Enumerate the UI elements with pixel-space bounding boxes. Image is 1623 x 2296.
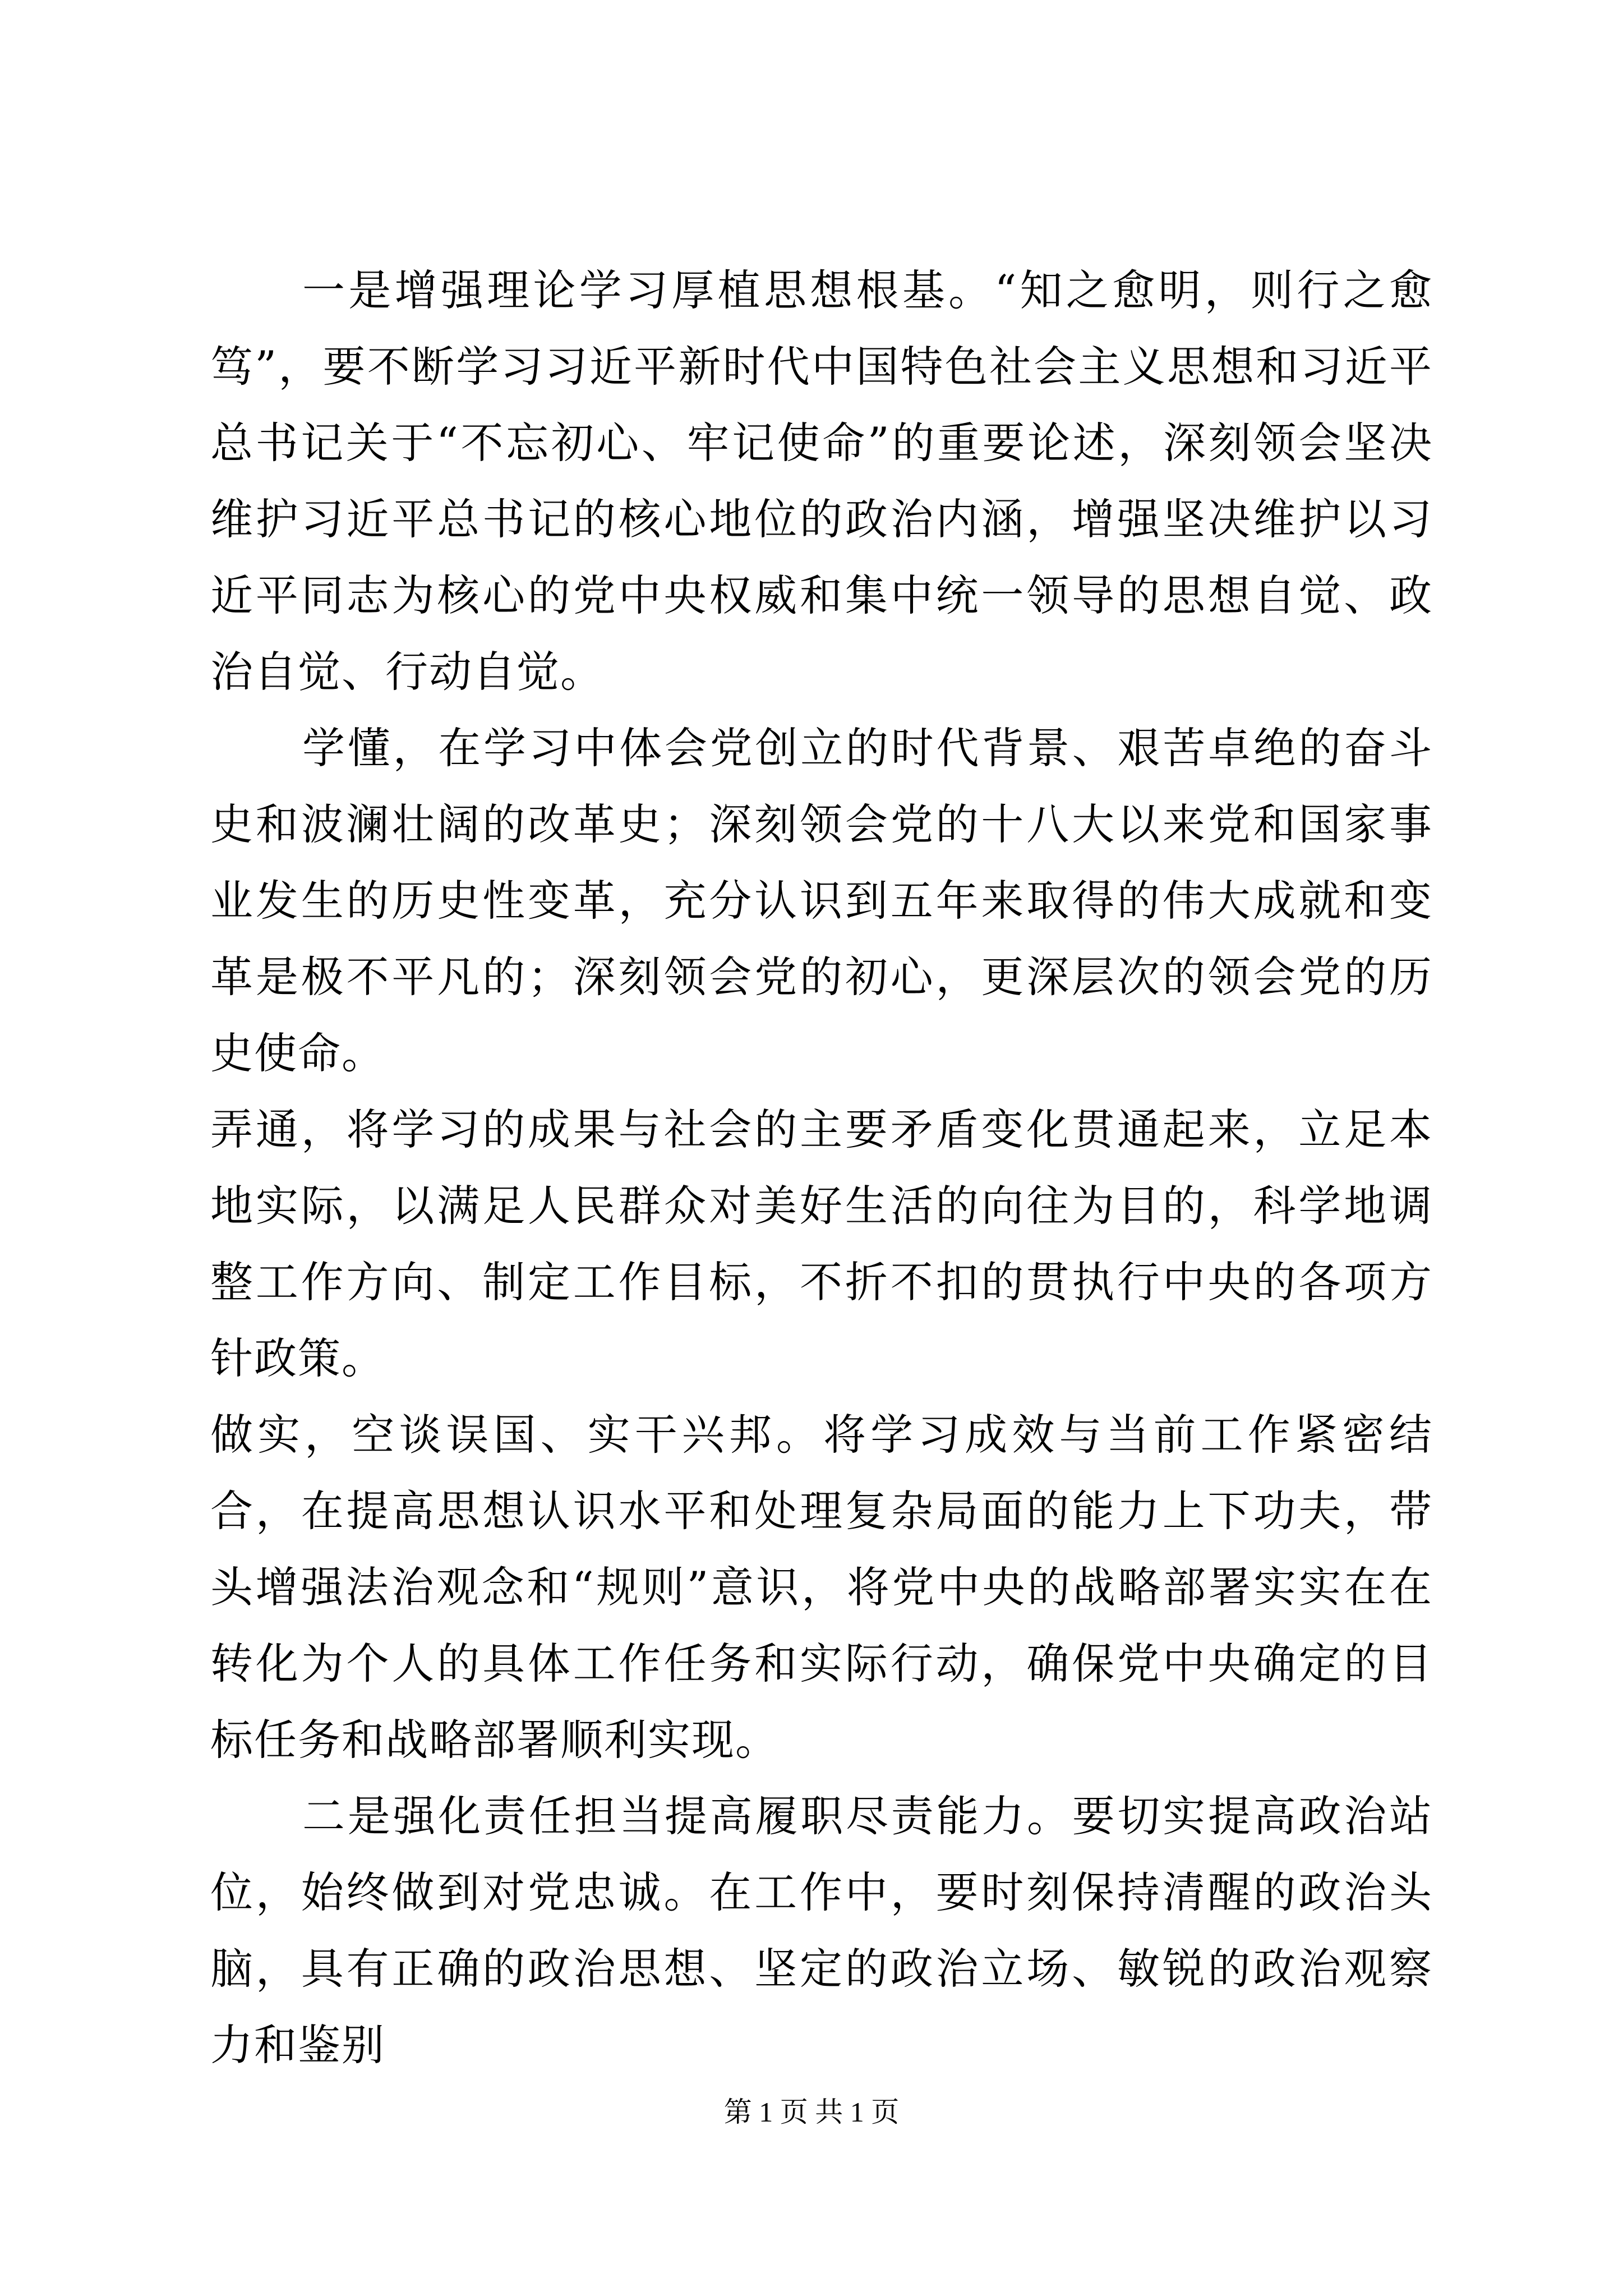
- paragraph-practice: 做实，空谈误国、实干兴邦。将学习成效与当前工作紧密结合，在提高思想认识水平和处理复杂局面的能力上下功夫，带头增强法治观念和“规则”意识，将党中央的战略部署实实在在转化为个人的具体工作任务和实际行动，确保党中央确定的目标任务和战略部署顺利实现。: [210, 1410, 1433, 1765]
- paragraph-responsibility: 二是强化责任担当提高履职尽责能力。要切实提高政治站位，始终做到对党忠诚。在工作中，要时刻保持清醒的政治头脑，具有正确的政治思想、坚定的政治立场、敏锐的政治观察力和鉴别: [210, 1791, 1433, 2070]
- document-body: [210, 252, 1433, 2083]
- paragraph-theory-study: 一是增强理论学习厚植思想根基。“知之愈明，则行之愈笃”，要不断学习习近平新时代中国特色社会主义思想和习近平总书记关于“不忘初心、牢记使命”的重要论述，深刻领会坚决维护习近平总书记的核心地位的政治内涵，增强坚决维护以习近平同志为核心的党中央权威和集中统一领导的思想自觉、政治自觉、行动自觉。: [210, 265, 1433, 697]
- paragraph-comprehend: 弄通，将学习的成果与社会的主要矛盾变化贯通起来，立足本地实际，以满足人民群众对美好生活的向往为目的，科学地调整工作方向、制定工作目标，不折不扣的贯执行中央的各项方针政策。: [210, 1105, 1433, 1383]
- paragraph-understand: 学懂，在学习中体会党创立的时代背景、艰苦卓绝的奋斗史和波澜壮阔的改革史；深刻领会党的十八大以来党和国家事业发生的历史性变革，充分认识到五年来取得的伟大成就和变革是极不平凡的；深刻领会党的初心，更深层次的领会党的历史使命。: [210, 723, 1433, 1078]
- page-number-footer: 第 1 页 共 1 页: [723, 2096, 900, 2128]
